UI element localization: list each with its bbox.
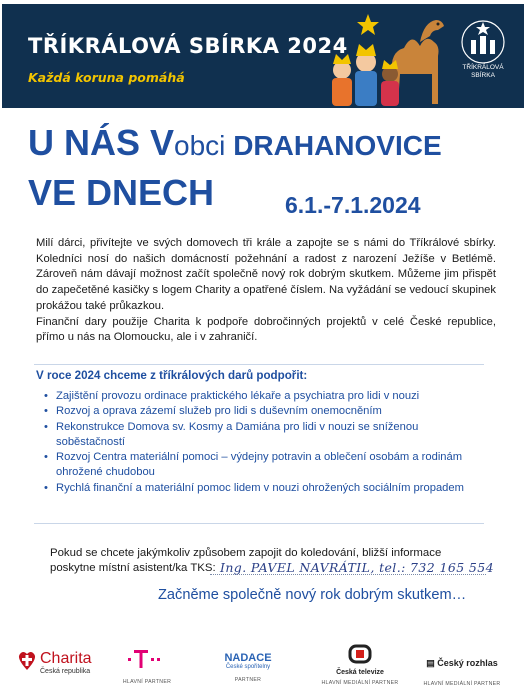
rozhlas-name: ▤ Český rozhlas — [426, 658, 498, 668]
crowns-icon — [454, 18, 512, 64]
support-item: • Rozvoj a oprava zázemí služeb pro lidi s duševním onemocněním — [44, 404, 474, 419]
partner-telekom — [122, 644, 172, 685]
partner-nadace — [212, 644, 284, 683]
rozhlas-icon: ▤ — [426, 658, 438, 668]
campaign-banner — [2, 4, 524, 108]
nadace-name: NADACE — [224, 652, 272, 664]
ct-name: Česká televize — [336, 669, 384, 676]
logo-text-line2: SBÍRKA — [471, 72, 495, 79]
intro-paragraph-2: Finanční dary použije Charita k podpoře dobročinných projektů v celé České republice, přímo u nás na Olomoucku, ale i v zahraničí. — [36, 315, 496, 344]
support-item: • Zajištění provozu ordinace praktického lékaře a psychiatra pro lidi v nouzi — [44, 389, 474, 404]
logo-text-line1: TŘÍKRÁLOVÁ — [462, 64, 504, 71]
partner-caption: HLAVNÍ MEDIÁLNÍ PARTNER — [321, 680, 399, 686]
telekom-logo-icon — [122, 644, 172, 674]
nadace-subtitle: České spořitelny — [225, 664, 271, 670]
intro-paragraph-1: Milí dárci, přivítejte ve svých domovech tři krále a zapojte se s námi do Tříkrálové sbírky. Koledníci nosí do našich domácností požehnání a radost z narození Ježíše v Betlémě. Zároveň nám dávají možnost začít společně nový rok dobrým skutkem. Můžeme jim přispět do zapečetěné kasičky s logem Charity a opatřené číslem. Na vyžádání se vedoucí skupinek prokážou také průkazkou. — [36, 237, 496, 312]
headline-part-b: obci — [174, 130, 234, 161]
banner-title: TŘÍKRÁLOVÁ SBÍRKA 2024 — [28, 34, 348, 58]
headline-village: DRAHANOVICE — [233, 130, 442, 161]
partner-charita-subtitle: Česká republika — [40, 668, 91, 675]
intro-text — [36, 236, 496, 346]
headline-location — [28, 122, 442, 164]
partner-caption: HLAVNÍ MEDIÁLNÍ PARTNER — [423, 681, 501, 687]
collection-dates: 6.1.-7.1.2024 — [285, 192, 421, 218]
charita-logo-icon — [16, 650, 38, 672]
partner-ceska-televize — [318, 644, 402, 686]
ct-logo-icon — [348, 644, 372, 664]
support-item: • Rychlá finanční a materiální pomoc lidem v nouzi ohrožených sociálním propadem — [44, 481, 474, 496]
closing-line: Začněme společně nový rok dobrým skutkem… — [158, 587, 467, 603]
contact-line-2: poskytne místní asistent/ka TKS: — [50, 562, 216, 574]
support-list — [44, 389, 474, 496]
partner-caption: HLAVNÍ PARTNER — [122, 679, 172, 685]
support-item: • Rozvoj Centra materiální pomoci – výdejny potravin a oblečení osobám a rodinám ohrožené chudobou — [44, 450, 474, 481]
headline-part-a: U NÁS V — [28, 122, 175, 163]
headline-dates-label: VE DNECH — [28, 172, 215, 213]
support-item: • Rekonstrukce Domova sv. Kosmy a Damiána pro lidi v nouzi se sníženou soběstačností — [44, 420, 474, 451]
handwritten-assistant-contact: Ing. PAVEL NAVRÁTIL, tel.: 732 165 554 — [220, 560, 494, 575]
contact-line-1: Pokud se chcete jakýmkoliv způsobem zapojit do koledování, bližší informace — [50, 547, 442, 559]
support-section — [34, 364, 484, 524]
three-kings-illustration — [320, 12, 450, 108]
trikralova-sbirka-logo — [454, 18, 512, 88]
banner-subtitle: Každá koruna pomáhá — [28, 70, 185, 85]
partner-cesky-rozhlas — [420, 644, 504, 687]
partner-charita: Charita — [40, 650, 92, 667]
partner-caption: PARTNER — [234, 677, 262, 683]
support-title: V roce 2024 chceme z tříkrálových darů podpořit: — [36, 369, 308, 382]
